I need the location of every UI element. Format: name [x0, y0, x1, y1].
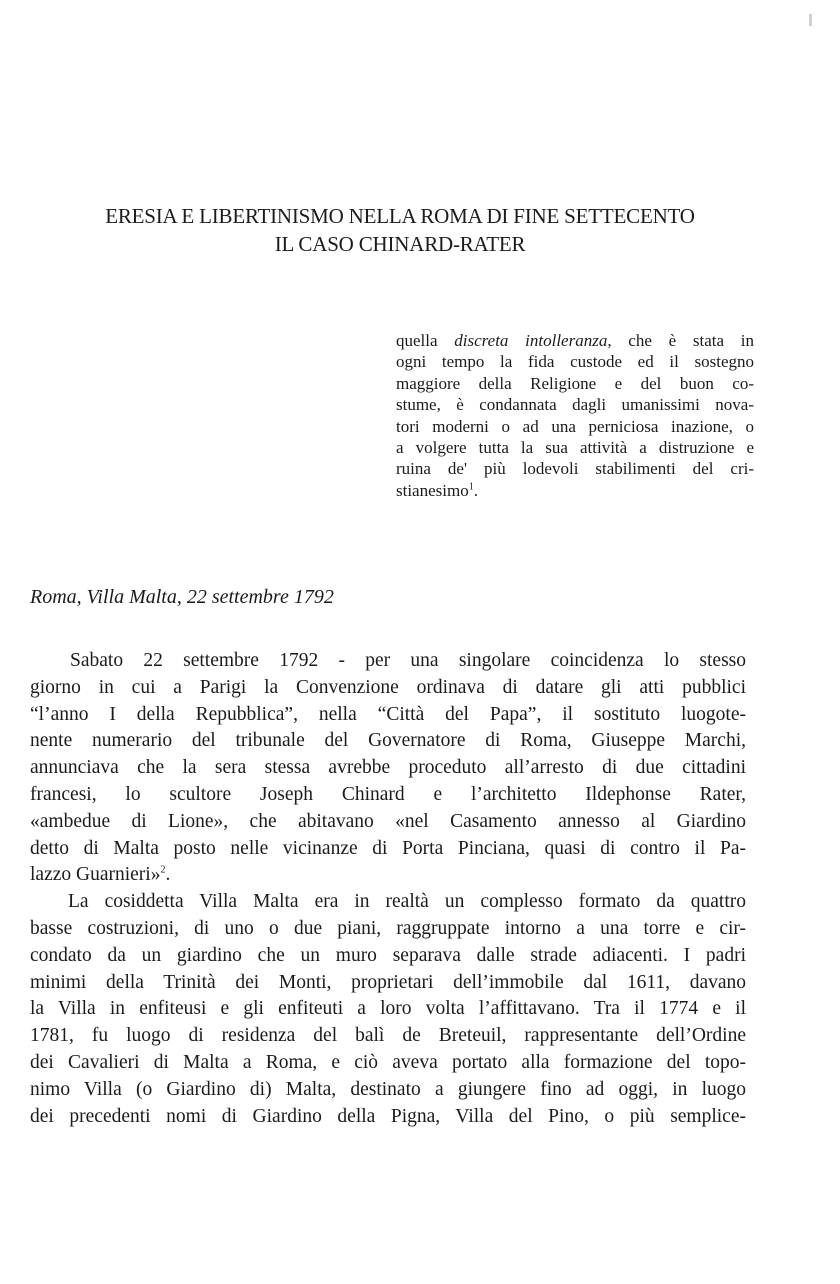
- p1-line-4: nente numerario del tribunale del Governatore di Roma, Giuseppe Marchi,: [30, 730, 746, 752]
- title-line-1: ERESIA E LIBERTINISMO NELLA ROMA DI FINE SETTECENTO: [105, 204, 695, 228]
- footnote-ref-1[interactable]: 1: [468, 481, 474, 493]
- p1-line-2: giorno in cui a Parigi la Convenzione ordinava di datare gli atti pubblici: [30, 676, 746, 698]
- epigraph: [396, 330, 754, 501]
- epigraph-line-6: a volgere tutta la sua attività a distruzione e: [396, 438, 754, 458]
- p1-line-7: «ambedue di Lione», che abitavano «nel Casamento annesso al Giardino: [30, 810, 746, 832]
- p2-line-7: dei Cavalieri di Malta a Roma, e ciò aveva portato alla formazione del topo-: [30, 1051, 746, 1073]
- epigraph-line-7: ruina de' più lodevoli stabilimenti del cri-: [396, 459, 754, 479]
- title-line-2: IL CASO CHINARD-RATER: [274, 232, 526, 256]
- p2-line-8: nimo Villa (o Giardino di) Malta, destinato a giungere fino ad oggi, in luogo: [30, 1078, 746, 1100]
- p1-period: .: [165, 864, 171, 886]
- body-text: [30, 648, 746, 1130]
- p1-line-9: [30, 862, 746, 889]
- p2-line-5: la Villa in enfiteusi e gli enfiteuti a loro volta l’affittavano. Tra il 1774 e il: [30, 998, 746, 1020]
- p1-line-6: francesi, lo scultore Joseph Chinard e l’architetto Ildephonse Rater,: [30, 783, 746, 805]
- p2-line-1: La cosiddetta Villa Malta era in realtà un complesso formato da quattro: [68, 891, 746, 913]
- p2-line-2: basse costruzioni, di uno o due piani, raggruppate intorno a una torre e cir-: [30, 917, 746, 939]
- p1-line-5: annunciava che la sera stessa avrebbe proceduto all’arresto di due cittadini: [30, 757, 746, 779]
- p2-line-9: dei precedenti nomi di Giardino della Pigna, Villa del Pino, o più semplice-: [30, 1105, 746, 1127]
- epigraph-line-5: tori moderni o ad una perniciosa inazione, o: [396, 416, 754, 436]
- footnote-ref-2[interactable]: 2: [160, 864, 166, 876]
- p2-line-6: 1781, fu luogo di residenza del balì de Breteuil, rappresentante dell’Ordine: [30, 1025, 746, 1047]
- epigraph-line-8: [396, 480, 754, 501]
- epigraph-period: .: [473, 480, 478, 500]
- epigraph-line-3: maggiore della Religione e del buon co-: [396, 373, 754, 393]
- p1-line-1: Sabato 22 settembre 1792 - per una singolare coincidenza lo stesso: [70, 650, 746, 671]
- p1-line-8: detto di Malta posto nelle vicinanze di Porta Pinciana, quasi di contro il Pa-: [30, 837, 746, 859]
- article-title: [30, 202, 770, 258]
- epigraph-line-1-text: quella discreta intolleranza, che è stata in: [396, 331, 755, 350]
- epigraph-line-4: stume, è condannata dagli umanissimi nova-: [396, 395, 754, 415]
- dateline: Roma, Villa Malta, 22 settembre 1792: [30, 586, 334, 608]
- epigraph-italic-phrase: discreta intolleranza: [454, 331, 608, 350]
- epigraph-line-1: [396, 330, 754, 351]
- epigraph-line-2: ogni tempo la fida custode ed il sostegno: [396, 352, 754, 372]
- epigraph-last-text: stianesimo: [396, 480, 469, 500]
- p1-last-text: lazzo Guarnieri»: [30, 864, 161, 886]
- p1-line-3: “l’anno I della Repubblica”, nella “Città del Papa”, il sostituto luogote-: [30, 703, 746, 725]
- scan-margin-mark: [809, 14, 812, 26]
- p2-line-3: condato da un giardino che un muro separava dalle strade adiacenti. I padri: [30, 944, 746, 966]
- p2-line-4: minimi della Trinità dei Monti, proprietari dell’immobile dal 1611, davano: [30, 971, 746, 993]
